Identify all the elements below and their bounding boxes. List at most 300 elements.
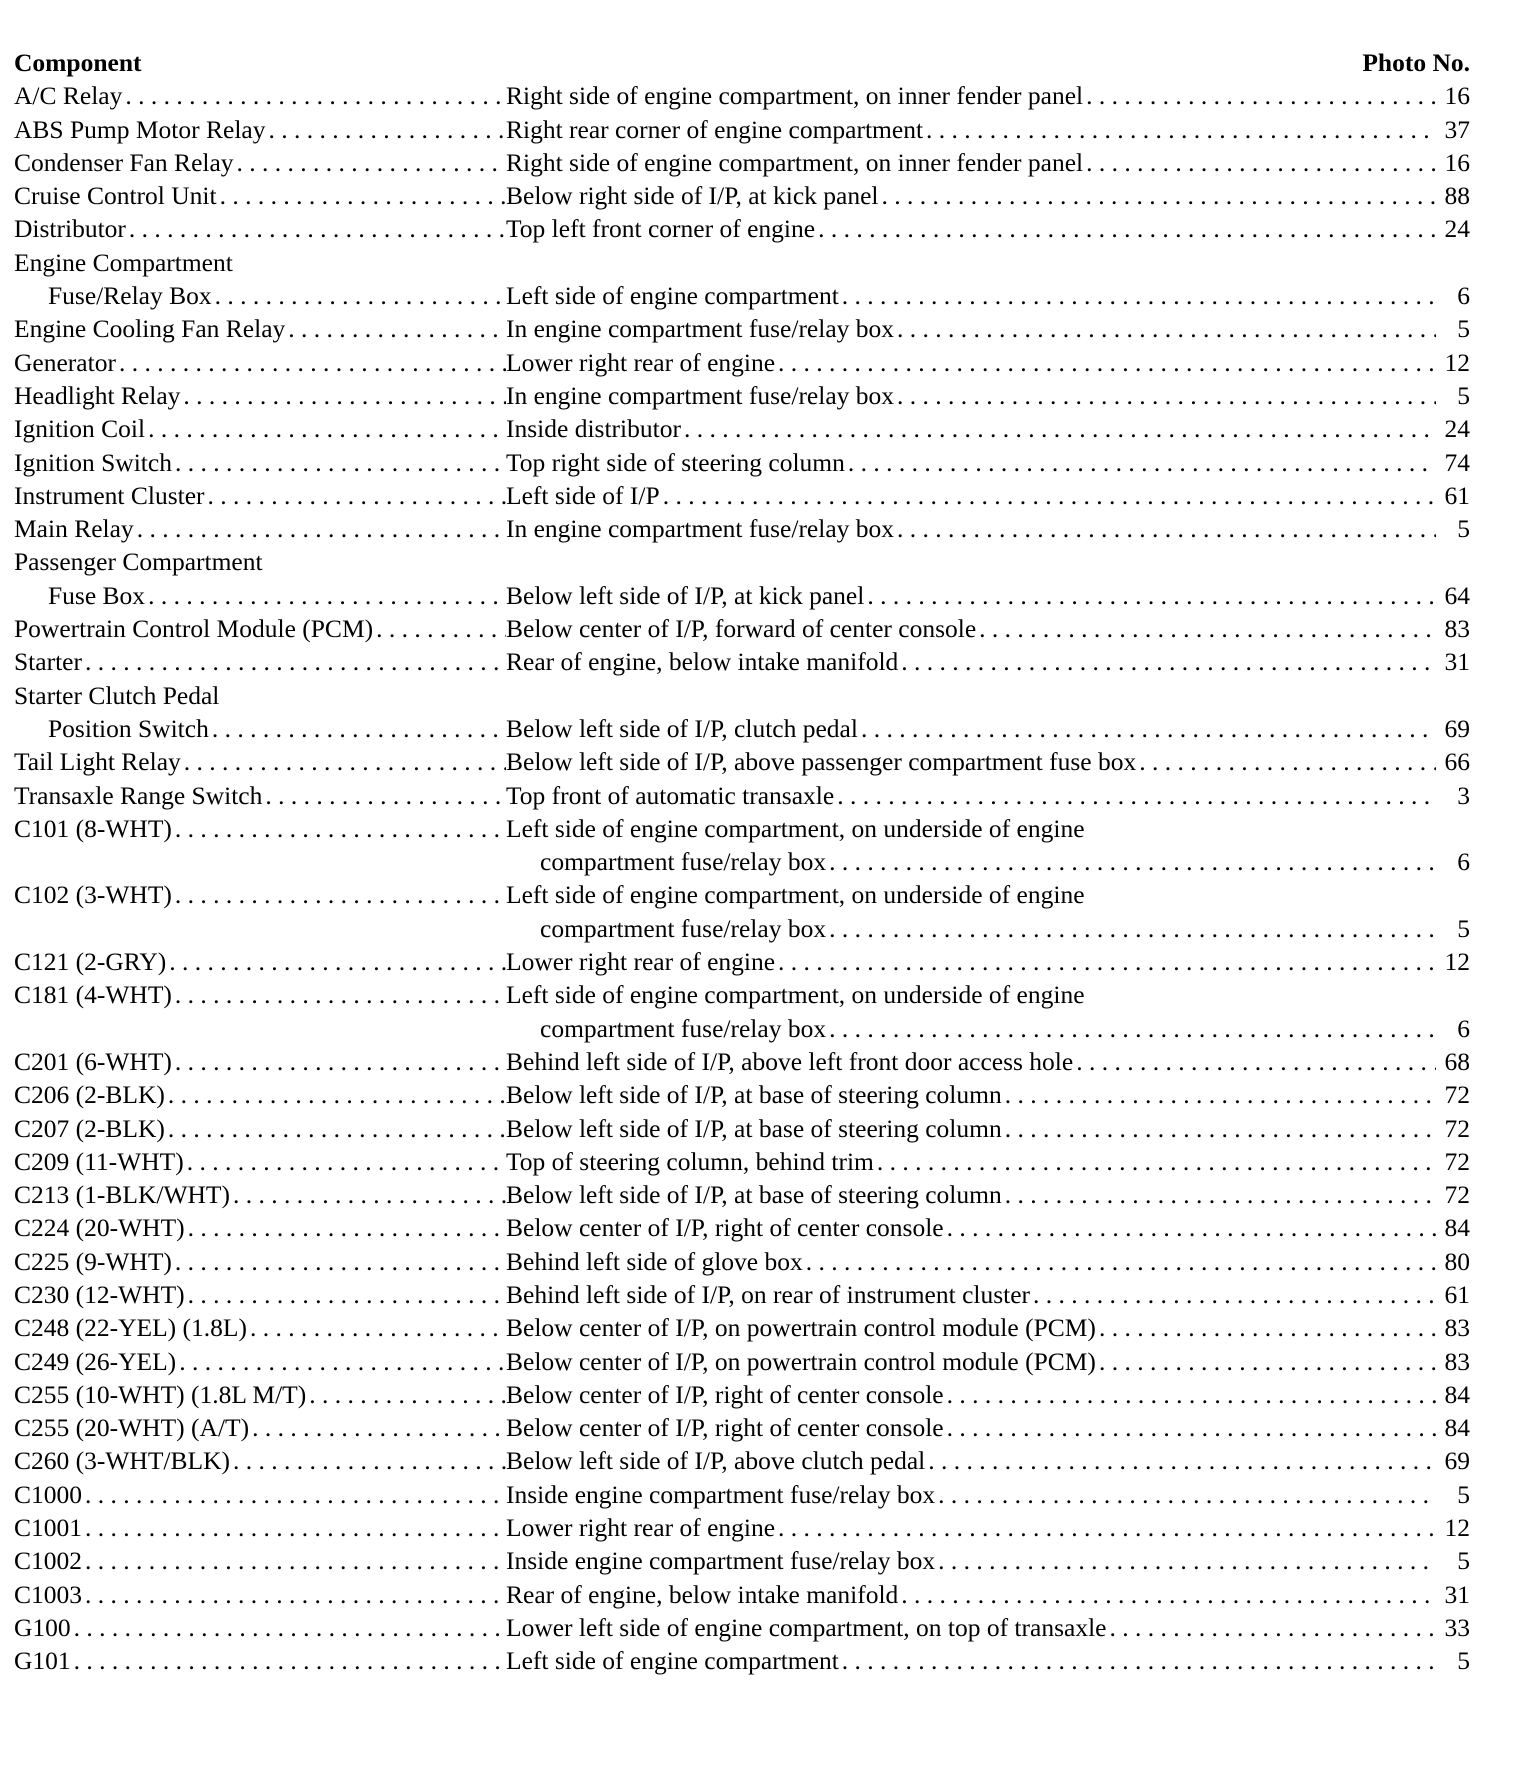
component-cell: [14, 1278, 506, 1311]
photo-number: 6: [1457, 281, 1470, 311]
dot-leader: [935, 1544, 1436, 1577]
component-name: ABS Pump Motor Relay: [14, 114, 266, 144]
location-cell: [506, 1611, 1470, 1644]
location-text: Left side of engine compartment: [506, 281, 839, 311]
table-row: [14, 1644, 1470, 1677]
component-cell: [14, 212, 506, 245]
location-text: Top front of automatic transaxle: [506, 780, 835, 810]
table-row: [14, 545, 1470, 578]
location-text: Lower right rear of engine: [506, 347, 776, 377]
dot-leader: [71, 1644, 506, 1677]
location-cell: [506, 1311, 1470, 1344]
location-text: Below left side of I/P, above clutch pedal: [506, 1446, 926, 1476]
table-row: [14, 1311, 1470, 1344]
location-cell: [506, 645, 1470, 678]
location-cell: [506, 945, 1470, 978]
photo-number: 5: [1457, 314, 1470, 344]
table-row: [14, 845, 1470, 878]
dot-leader: [839, 1644, 1436, 1677]
location-text: compartment fuse/relay box: [540, 1013, 827, 1043]
location-text: Below left side of I/P, above passenger compartment fuse box: [506, 747, 1137, 777]
dot-leader: [775, 346, 1436, 379]
photo-number: 68: [1444, 1046, 1470, 1076]
dot-leader: [145, 412, 506, 445]
component-name: C201 (6-WHT): [14, 1046, 172, 1076]
table-row: [14, 312, 1470, 345]
table-row: [14, 1444, 1470, 1477]
table-row: [14, 113, 1470, 146]
component-name: Tail Light Relay: [14, 747, 181, 777]
photo-number: 74: [1444, 447, 1470, 477]
table-row: [14, 146, 1470, 179]
photo-number: 61: [1444, 1279, 1470, 1309]
dot-leader: [681, 412, 1436, 445]
location-cell: [506, 179, 1470, 212]
location-text: Top left front corner of engine: [506, 214, 816, 244]
dot-leader: [180, 379, 506, 412]
photo-number: 5: [1457, 1479, 1470, 1509]
location-cell: [506, 146, 1470, 179]
location-cell: [506, 1211, 1470, 1244]
photo-number: 72: [1444, 1113, 1470, 1143]
location-cell: [506, 978, 1470, 1011]
photo-number: 84: [1444, 1379, 1470, 1409]
location-text: Below right side of I/P, at kick panel: [506, 181, 879, 211]
dot-leader: [82, 1511, 506, 1544]
photo-number: 72: [1444, 1080, 1470, 1110]
photo-number: 72: [1444, 1180, 1470, 1210]
component-cell: [14, 379, 506, 412]
location-text: Below center of I/P, right of center console: [506, 1379, 944, 1409]
dot-leader: [82, 645, 506, 678]
dot-leader: [172, 446, 506, 479]
table-row: [14, 1378, 1470, 1411]
header-photo-no: Photo No.: [1362, 48, 1470, 77]
component-name: C101 (8-WHT): [14, 813, 172, 843]
location-cell: [506, 579, 1470, 612]
photo-number: 37: [1444, 114, 1470, 144]
component-cell: [14, 579, 506, 612]
component-cell: [14, 1578, 506, 1611]
component-cell: [14, 1211, 506, 1244]
component-cell: [14, 146, 506, 179]
component-name: C209 (11-WHT): [14, 1146, 184, 1176]
component-cell: [14, 1245, 506, 1278]
component-name: C207 (2-BLK): [14, 1113, 165, 1143]
dot-leader: [1096, 1345, 1436, 1378]
component-cell: [14, 179, 506, 212]
location-cell: [506, 446, 1470, 479]
component-cell: [14, 1045, 506, 1078]
dot-leader: [82, 1544, 506, 1577]
location-cell: [506, 279, 1470, 312]
component-name: Passenger Compartment: [14, 547, 263, 577]
component-name: C206 (2-BLK): [14, 1080, 165, 1110]
dot-leader: [894, 379, 1436, 412]
dot-leader: [925, 1444, 1436, 1477]
component-cell: [14, 346, 506, 379]
location-text: Left side of I/P: [506, 480, 660, 510]
location-cell: [506, 79, 1470, 112]
table-header: [14, 46, 1470, 79]
table-row: [14, 579, 1470, 612]
dot-leader: [230, 1178, 506, 1211]
component-name: Transaxle Range Switch: [14, 780, 263, 810]
table-row: [14, 512, 1470, 545]
component-cell: [14, 279, 506, 312]
photo-number: 6: [1457, 1013, 1470, 1043]
dot-leader: [1083, 146, 1436, 179]
location-cell: [506, 1012, 1470, 1045]
component-name: Instrument Cluster: [14, 480, 205, 510]
table-row: [14, 479, 1470, 512]
table-row: [14, 878, 1470, 911]
component-name: C225 (9-WHT): [14, 1246, 172, 1276]
component-cell: [14, 779, 506, 812]
component-cell: [14, 1444, 506, 1477]
component-name: C230 (12-WHT): [14, 1279, 185, 1309]
location-cell: [506, 779, 1470, 812]
table-row: [14, 945, 1470, 978]
table-row: [14, 745, 1470, 778]
location-text: Below left side of I/P, at base of steering column: [506, 1180, 1002, 1210]
component-name: Main Relay: [14, 514, 134, 544]
component-cell: [14, 1311, 506, 1344]
component-cell: [14, 812, 506, 845]
photo-number: 33: [1444, 1612, 1470, 1642]
location-text: Below center of I/P, forward of center console: [506, 614, 977, 644]
location-cell: [506, 479, 1470, 512]
dot-leader: [1002, 1078, 1436, 1111]
component-name: C224 (20-WHT): [14, 1213, 185, 1243]
dot-leader: [935, 1478, 1436, 1511]
table-row: [14, 1511, 1470, 1544]
dot-leader: [944, 1411, 1436, 1444]
location-cell: [506, 1511, 1470, 1544]
location-text: compartment fuse/relay box: [540, 913, 827, 943]
location-text: Lower right rear of engine: [506, 1513, 776, 1543]
dot-leader: [874, 1145, 1436, 1178]
location-cell: [506, 1578, 1470, 1611]
location-text: Inside distributor: [506, 414, 681, 444]
component-cell: [14, 878, 506, 911]
component-name: C102 (3-WHT): [14, 880, 172, 910]
photo-number: 16: [1444, 81, 1470, 111]
dot-leader: [285, 312, 506, 345]
dot-leader: [172, 1245, 506, 1278]
component-name: A/C Relay: [14, 81, 123, 111]
component-name: C181 (4-WHT): [14, 980, 172, 1010]
dot-leader: [209, 712, 506, 745]
location-cell: [506, 745, 1470, 778]
table-row: [14, 612, 1470, 645]
location-text: In engine compartment fuse/relay box: [506, 514, 895, 544]
dot-leader: [82, 1478, 506, 1511]
dot-leader: [249, 1411, 506, 1444]
dot-leader: [172, 878, 506, 911]
location-text: Left side of engine compartment, on underside of engine: [506, 980, 1085, 1010]
dot-leader: [826, 845, 1436, 878]
dot-leader: [122, 79, 506, 112]
location-cell: [506, 878, 1470, 911]
dot-leader: [247, 1311, 506, 1344]
location-cell: [506, 312, 1470, 345]
location-text: Left side of engine compartment, on underside of engine: [506, 813, 1085, 843]
dot-leader: [1030, 1278, 1436, 1311]
dot-leader: [265, 113, 506, 146]
location-text: Lower right rear of engine: [506, 947, 776, 977]
dot-leader: [1096, 1311, 1436, 1344]
location-text: Inside engine compartment fuse/relay box: [506, 1479, 936, 1509]
component-cell: [14, 1544, 506, 1577]
dot-leader: [1106, 1611, 1436, 1644]
location-text: Below left side of I/P, at base of steering column: [506, 1113, 1002, 1143]
location-cell: [506, 1045, 1470, 1078]
dot-leader: [184, 1145, 506, 1178]
component-name: C1001: [14, 1513, 83, 1543]
location-cell: [506, 1378, 1470, 1411]
dot-leader: [1002, 1112, 1436, 1145]
location-cell: [506, 1112, 1470, 1145]
component-cell: [14, 945, 506, 978]
component-cell: [14, 1411, 506, 1444]
location-text: Behind left side of I/P, above left front door access hole: [506, 1046, 1074, 1076]
dot-leader: [176, 1345, 506, 1378]
table-row: [14, 79, 1470, 112]
location-cell: [506, 1145, 1470, 1178]
dot-leader: [894, 312, 1436, 345]
dot-leader: [1002, 1178, 1436, 1211]
header-component: Component: [14, 48, 142, 77]
component-name: C248 (22-YEL) (1.8L): [14, 1313, 247, 1343]
photo-number: 5: [1457, 514, 1470, 544]
photo-number: 66: [1444, 747, 1470, 777]
dot-leader: [165, 1112, 506, 1145]
dot-leader: [71, 1611, 506, 1644]
table-row: [14, 712, 1470, 745]
table-row: [14, 446, 1470, 479]
location-text: Right side of engine compartment, on inner fender panel: [506, 147, 1084, 177]
component-name: Generator: [14, 347, 116, 377]
dot-leader: [306, 1378, 506, 1411]
table-row: [14, 978, 1470, 1011]
photo-number: 31: [1444, 647, 1470, 677]
component-cell: [14, 246, 506, 279]
dot-leader: [230, 1444, 506, 1477]
photo-number: 31: [1444, 1579, 1470, 1609]
location-text: Left side of engine compartment: [506, 1646, 839, 1676]
location-text: Below center of I/P, right of center console: [506, 1413, 944, 1443]
dot-leader: [898, 1578, 1436, 1611]
location-cell: [506, 113, 1470, 146]
photo-number: 12: [1444, 347, 1470, 377]
photo-number: 84: [1444, 1413, 1470, 1443]
location-cell: [506, 1345, 1470, 1378]
component-name: G100: [14, 1612, 71, 1642]
component-name: C249 (26-YEL): [14, 1346, 177, 1376]
component-cell: [14, 645, 506, 678]
dot-leader: [803, 1245, 1436, 1278]
photo-number: 24: [1444, 214, 1470, 244]
location-cell: [506, 912, 1470, 945]
location-text: Behind left side of glove box: [506, 1246, 803, 1276]
component-name: Powertrain Control Module (PCM): [14, 614, 374, 644]
dot-leader: [815, 212, 1436, 245]
component-cell: [14, 745, 506, 778]
component-cell: [14, 1112, 506, 1145]
component-name: Starter Clutch Pedal: [14, 680, 220, 710]
dot-leader: [839, 279, 1436, 312]
component-cell: [14, 1378, 506, 1411]
photo-number: 61: [1444, 480, 1470, 510]
location-text: Below left side of I/P, at base of steering column: [506, 1080, 1002, 1110]
location-cell: [506, 712, 1470, 745]
dot-leader: [976, 612, 1436, 645]
location-cell: [506, 512, 1470, 545]
location-cell: [506, 1178, 1470, 1211]
dot-leader: [923, 113, 1436, 146]
table-row: [14, 1611, 1470, 1644]
component-name: Fuse/Relay Box: [48, 281, 212, 311]
table-row: [14, 1145, 1470, 1178]
dot-leader: [898, 645, 1436, 678]
component-name: Distributor: [14, 214, 126, 244]
location-text: Below center of I/P, on powertrain control module (PCM): [506, 1313, 1096, 1343]
table-row: [14, 179, 1470, 212]
component-cell: [14, 79, 506, 112]
location-text: Below left side of I/P, at kick panel: [506, 580, 865, 610]
photo-number: 5: [1457, 1646, 1470, 1676]
table-body: [14, 79, 1470, 1677]
component-cell: [14, 1611, 506, 1644]
component-name: Fuse Box: [48, 580, 146, 610]
photo-number: 6: [1457, 847, 1470, 877]
component-name: Ignition Coil: [14, 414, 146, 444]
component-name: Headlight Relay: [14, 380, 181, 410]
table-row: [14, 279, 1470, 312]
photo-number: 5: [1457, 913, 1470, 943]
component-cell: [14, 1345, 506, 1378]
dot-leader: [1073, 1045, 1436, 1078]
dot-leader: [82, 1578, 506, 1611]
dot-leader: [116, 346, 506, 379]
location-cell: [506, 212, 1470, 245]
dot-leader: [894, 512, 1436, 545]
photo-number: 16: [1444, 147, 1470, 177]
location-text: Top right side of steering column: [506, 447, 845, 477]
photo-number: 64: [1444, 580, 1470, 610]
component-cell: [14, 1145, 506, 1178]
dot-leader: [660, 479, 1436, 512]
dot-leader: [185, 1211, 506, 1244]
table-row: [14, 379, 1470, 412]
photo-number: 5: [1457, 380, 1470, 410]
location-text: In engine compartment fuse/relay box: [506, 380, 895, 410]
location-cell: [506, 412, 1470, 445]
component-name: C255 (20-WHT) (A/T): [14, 1413, 250, 1443]
table-row: [14, 1178, 1470, 1211]
component-cell: [14, 113, 506, 146]
location-text: Below center of I/P, right of center console: [506, 1213, 944, 1243]
photo-number: 24: [1444, 414, 1470, 444]
component-name: Engine Compartment: [14, 247, 233, 277]
component-name: C1003: [14, 1579, 83, 1609]
dot-leader: [944, 1378, 1436, 1411]
table-row: [14, 1478, 1470, 1511]
table-row: [14, 1245, 1470, 1278]
component-cell: [14, 545, 506, 578]
table-row: [14, 812, 1470, 845]
component-cell: [14, 512, 506, 545]
component-cell: [14, 1511, 506, 1544]
location-cell: [506, 1078, 1470, 1111]
dot-leader: [234, 146, 506, 179]
photo-number: 12: [1444, 947, 1470, 977]
dot-leader: [126, 212, 506, 245]
dot-leader: [826, 912, 1436, 945]
location-cell: [506, 1411, 1470, 1444]
dot-leader: [944, 1211, 1436, 1244]
component-name: C260 (3-WHT/BLK): [14, 1446, 231, 1476]
photo-number: 83: [1444, 614, 1470, 644]
component-name: C255 (10-WHT) (1.8L M/T): [14, 1379, 307, 1409]
component-name: C213 (1-BLK/WHT): [14, 1180, 231, 1210]
dot-leader: [1136, 745, 1436, 778]
photo-number: 72: [1444, 1146, 1470, 1176]
dot-leader: [217, 179, 506, 212]
component-name: Condenser Fan Relay: [14, 147, 234, 177]
table-row: [14, 1544, 1470, 1577]
table-row: [14, 1112, 1470, 1145]
component-name: G101: [14, 1646, 71, 1676]
dot-leader: [165, 1078, 506, 1111]
dot-leader: [775, 1511, 1436, 1544]
table-row: [14, 1012, 1470, 1045]
photo-number: 88: [1444, 181, 1470, 211]
location-cell: [506, 812, 1470, 845]
location-cell: [506, 1544, 1470, 1577]
location-cell: [506, 379, 1470, 412]
location-cell: [506, 612, 1470, 645]
photo-number: 5: [1457, 1546, 1470, 1576]
location-text: Rear of engine, below intake manifold: [506, 1579, 899, 1609]
component-cell: [14, 978, 506, 1011]
location-cell: [506, 1245, 1470, 1278]
component-cell: [14, 479, 506, 512]
component-cell: [14, 679, 506, 712]
dot-leader: [181, 745, 506, 778]
location-text: Inside engine compartment fuse/relay box: [506, 1546, 936, 1576]
dot-leader: [879, 179, 1436, 212]
location-text: Below center of I/P, on powertrain control module (PCM): [506, 1346, 1096, 1376]
table-row: [14, 779, 1470, 812]
location-text: Right rear corner of engine compartment: [506, 114, 924, 144]
photo-number: 80: [1444, 1246, 1470, 1276]
location-cell: [506, 1478, 1470, 1511]
photo-number: 83: [1444, 1313, 1470, 1343]
location-text: Below left side of I/P, clutch pedal: [506, 713, 858, 743]
location-cell: [506, 1278, 1470, 1311]
dot-leader: [145, 579, 506, 612]
dot-leader: [864, 579, 1436, 612]
table-row: [14, 212, 1470, 245]
dot-leader: [834, 779, 1436, 812]
component-name: C121 (2-GRY): [14, 947, 167, 977]
location-cell: [506, 346, 1470, 379]
component-name: C1002: [14, 1546, 83, 1576]
dot-leader: [205, 479, 506, 512]
dot-leader: [134, 512, 506, 545]
